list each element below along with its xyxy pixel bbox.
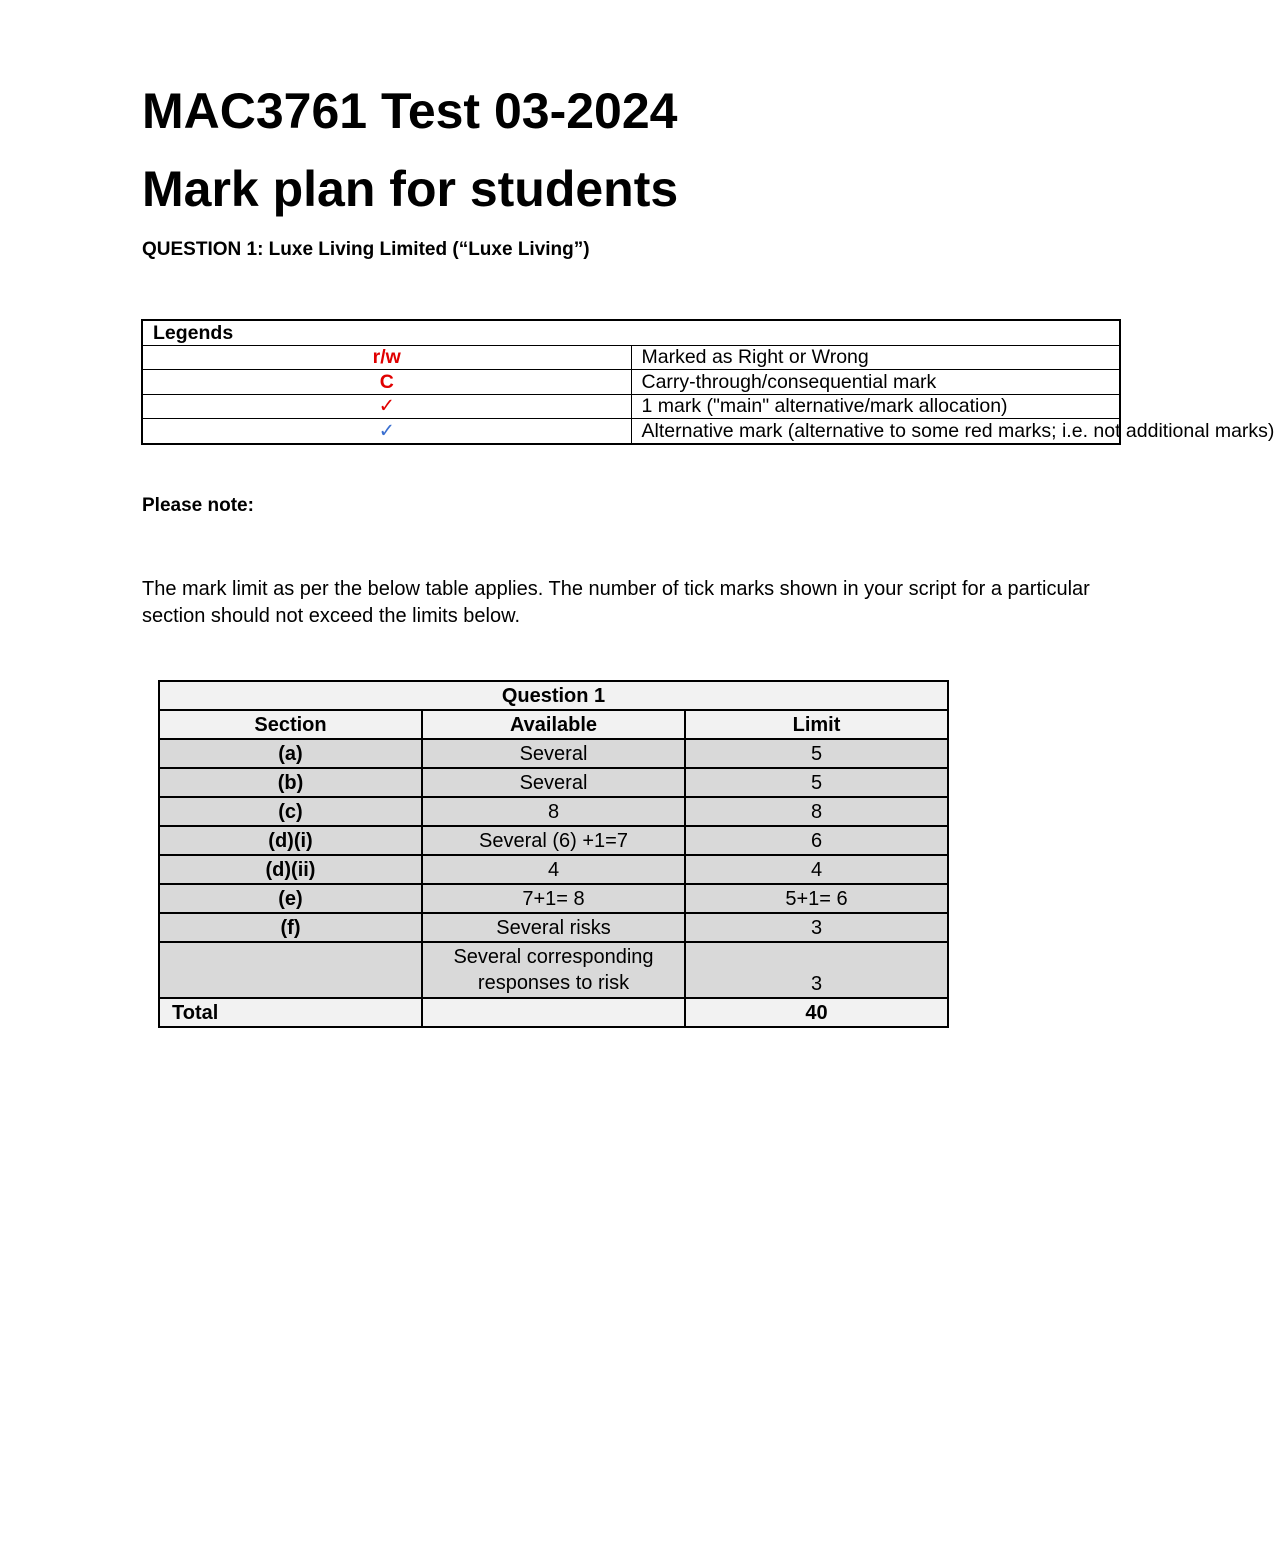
- legend-row: [142, 394, 1120, 419]
- legend-description: 1 mark ("main" alternative/mark allocation): [631, 394, 1120, 419]
- section-cell: [159, 942, 422, 998]
- legend-description: Marked as Right or Wrong: [631, 345, 1120, 370]
- table-row: [159, 768, 948, 797]
- blue-tick-icon: ✓: [142, 419, 631, 444]
- legend-description: Alternative mark (alternative to some red marks; i.e. not additional marks): [631, 419, 1120, 444]
- legend-description: Carry-through/consequential mark: [631, 370, 1120, 395]
- legend-table: [141, 319, 1274, 445]
- section-cell: (f): [159, 913, 422, 942]
- section-cell: (c): [159, 797, 422, 826]
- note-text: The mark limit as per the below table applies. The number of tick marks shown in your script for a particular section should not exceed the limits below.: [142, 578, 1090, 627]
- limit-cell: 5+1= 6: [685, 884, 948, 913]
- total-label: Total: [159, 998, 422, 1027]
- table-row: [159, 913, 948, 942]
- table-row: [159, 884, 948, 913]
- total-row: [159, 998, 948, 1027]
- available-cell: Several risks: [422, 913, 685, 942]
- legend-row: [142, 419, 1120, 444]
- section-cell: (b): [159, 768, 422, 797]
- table-title: Question 1: [159, 681, 948, 710]
- table-row: [159, 942, 948, 998]
- available-cell: Several: [422, 739, 685, 768]
- available-line: Several corresponding: [453, 946, 654, 968]
- table-row: [159, 826, 948, 855]
- note-label: Please note:: [142, 495, 254, 516]
- section-cell: (e): [159, 884, 422, 913]
- available-cell: [422, 942, 685, 998]
- header-limit: Limit: [685, 710, 948, 739]
- available-cell: Several (6) +1=7: [422, 826, 685, 855]
- legend-symbol-rw: r/w: [142, 345, 631, 370]
- legend-heading-row: [142, 320, 1120, 345]
- table-title-row: [159, 681, 948, 710]
- red-tick-icon: ✓: [142, 394, 631, 419]
- available-cell: 4: [422, 855, 685, 884]
- section-cell: (d)(i): [159, 826, 422, 855]
- question-heading: QUESTION 1: Luxe Living Limited (“Luxe Living”): [142, 239, 590, 260]
- limit-cell: 5: [685, 768, 948, 797]
- available-line: responses to risk: [477, 972, 630, 994]
- limit-cell: 8: [685, 797, 948, 826]
- legend-heading: Legends: [142, 320, 1120, 345]
- limit-cell: 3: [685, 913, 948, 942]
- limit-cell: 6: [685, 826, 948, 855]
- table-row: [159, 797, 948, 826]
- table-row: [159, 739, 948, 768]
- limit-cell: 4: [685, 855, 948, 884]
- legend-row: [142, 345, 1120, 370]
- document-title: MAC3761 Test 03-2024: [142, 83, 678, 139]
- legend-symbol-c: C: [142, 370, 631, 395]
- section-cell: (a): [159, 739, 422, 768]
- total-available: [422, 998, 685, 1027]
- document-subtitle: Mark plan for students: [142, 161, 679, 217]
- section-cell: (d)(ii): [159, 855, 422, 884]
- header-available: Available: [422, 710, 685, 739]
- available-cell: 8: [422, 797, 685, 826]
- total-limit: 40: [685, 998, 948, 1027]
- table-row: [159, 855, 948, 884]
- available-cell: 7+1= 8: [422, 884, 685, 913]
- available-cell: Several: [422, 768, 685, 797]
- legend-row: [142, 370, 1120, 395]
- limit-cell: 3: [685, 942, 948, 998]
- header-section: Section: [159, 710, 422, 739]
- limit-cell: 5: [685, 739, 948, 768]
- table-header-row: [159, 710, 948, 739]
- mark-limit-table: [158, 680, 949, 1028]
